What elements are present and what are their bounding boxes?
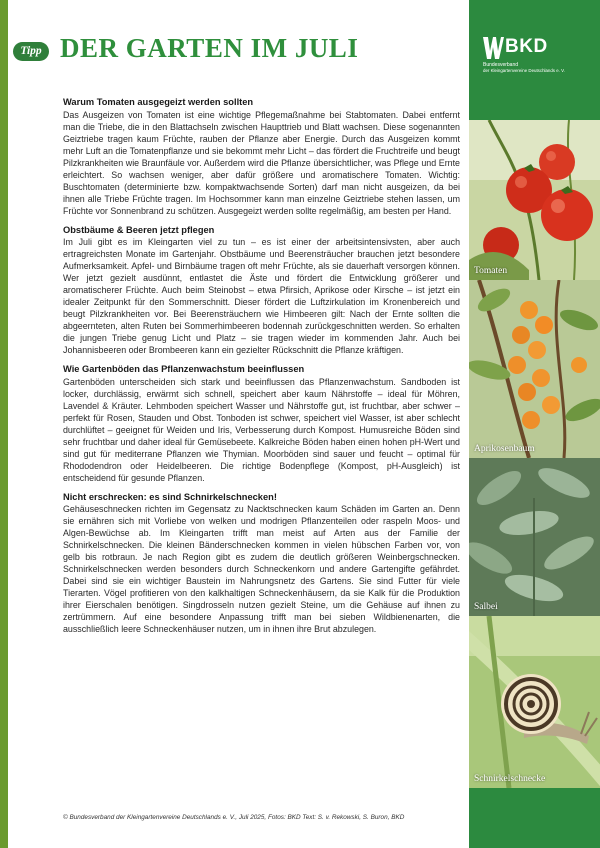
logo-subtitle: Bundesverband — [483, 62, 519, 68]
section-schnecken — [63, 492, 460, 636]
tomato-illustration — [469, 120, 600, 280]
photo-caption: Tomaten — [474, 266, 508, 276]
section-gartenboeden — [63, 364, 460, 484]
section-body: Das Ausgeizen von Tomaten ist eine wichtige Pflegemaßnahme bei Stabtomaten. Dabei entfernt man die Triebe, die in den Blattachseln zwischen Haupttrieb und Blatt wachsen. Diese sogenannten Geiztriebe tragen kaum Früchte, rauben der Pflanze aber Energie. Durch das Ausgeizen kommt mehr Luft an die Tomatenpflanze und sie bekommt mehr Licht – das fördert die Fruchtreife und beugt Pilzkrankheiten wie Braunfäule vor. Außerdem wird die Pflanze übersichtlicher, was Pflege und Ernte erleichtert. So wachsen weniger, aber dafür größere und aromatischere Tomaten. Wichtig: Buschtomaten (determinierte bzw. kompaktwachsende Sorten) darf man nicht ausgeizen, da bei ihnen alle Triebe Früchte tragen. Im Hochsommer kann man einzelne Geiztriebe stehen lassen, um Früchte vor Sonnenbrand zu schützen. Ausgegeizt werden sollte regelmäßig, am besten per Hand. — [63, 109, 460, 216]
photo-salbei — [469, 458, 600, 616]
photo-caption: Schnirkelschnecke — [474, 774, 546, 784]
photo-caption: Aprikosenbaum — [474, 444, 535, 454]
bkd-logo-icon — [481, 35, 505, 61]
sage-illustration — [469, 458, 600, 616]
photo-caption: Salbei — [474, 602, 498, 612]
page-title: DER GARTEN IM JULI — [60, 33, 359, 63]
section-body: Gartenböden unterscheiden sich stark und beeinflussen das Pflanzenwachstum. Sandboden ist locker, durchlässig, erwärmt sich schnell, speichert aber kaum Nährstoffe – ideal für Möhren, Lavendel & Kräuter. Lehmboden speichert Wasser und Nährstoffe gut, ist fruchtbar, aber schwer – perfekt für Rosen, Stauden und Obst. Tonboden ist schwer, speichert viel Wasser, ist aber schlecht durchlüftet – geeignet für Weiden und Iris, Verbesserung durch Kompost. Humusreiche Böden sind sehr fruchtbar und daher ideal für Gemüsebeete. Kalkreiche Böden haben einen hohen pH-Wert und sind gut für mediterrane Pflanzen wie Thymian. Moorböden sind sauer und feucht – optimal für Rhododendron oder Heidelbeeren. Die richtige Bodenpflege (Kompost, pH-Ausgleich) ist entscheidend für gesunde Pflanzen. — [63, 376, 460, 483]
section-heading: Obstbäume & Beeren jetzt pflegen — [63, 224, 215, 235]
bkd-logo — [469, 0, 600, 120]
apricot-illustration — [469, 280, 600, 458]
section-body: Gehäuseschnecken richten im Gegensatz zu Nacktschnecken kaum Schäden im Garten an. Denn sie ernähren sich mit Vorliebe von welken und modrigen Pflanzenteilen oder raspeln Moos- und Algen-Bewüchse ab. Im Kleingarten trifft man meist auf Arten aus der Familie der Schnirkelschnecken. Die kleinen Bänderschnecken kommen in vielen hübschen Farben vor, von gelb bis rotbraun. Je nach Region gibt es zudem die deutlich größeren Weinbergschnecken. Schnirkelschnecken werden besonders durch Schneckenkorn und andere Gartengifte gefährdet. Dabei sind sie ein wichtiger Baustein im Nahrungsnetz des Gartens. Sie sind Futter für viele Tierarten. Vögel profitieren von den kalkhaltigen Schneckenhäusern, da sie Kalk für die Produktion ihrer Eierschalen benötigen. Singdrosseln nutzen gezielt Steine, um die Gehäuse auf ihnen zu zertrümmern. Auf eine besondere Anpassung trifft man bei sieben Wildbienenarten, die ausschließlich leere Schneckenhäuser nutzen, um in ihnen ihre Brut abzulegen. — [63, 504, 460, 635]
left-accent-bar — [0, 0, 8, 848]
photo-sidebar — [469, 0, 600, 848]
sidebar-footer-block — [469, 788, 600, 848]
tipp-badge: Tipp — [13, 42, 49, 61]
snail-illustration — [469, 616, 600, 788]
section-obstbaeume — [63, 225, 460, 357]
footer-credits: © Bundesverband der Kleingartenvereine Deutschlands e. V., Juli 2025, Fotos: BKD Text: S. v. Rekowski, S. Buron, BKD — [63, 814, 405, 821]
logo-subtitle-2: der Kleingartenvereine Deutschlands e. V. — [483, 68, 565, 73]
photo-schnecke — [469, 616, 600, 788]
section-body: Im Juli gibt es im Kleingarten viel zu tun – es ist einer der arbeitsintensivsten, aber auch ertragreichsten Monate im Gartenjahr. Obstbäume und Beerensträucher brauchen jetzt besondere Aufmerksamkeit. Apfel- und Birnbäume tragen oft mehr Früchte, als sie dauerhaft versorgen können. Wer jetzt gezielt ausdünnt, entlastet die Äste und fördert die Entwicklung größerer und aromatischerer Früchte. Auch beim Steinobst – etwa Pfirsich, Aprikose oder Kirsche – ist jetzt ein idealer Zeitpunkt für den Sommerschnitt. Dieser fördert die Luftzirkulation im Kronenbereich und beugt Pilzkrankheiten vor. Bei Beerensträuchern wie Himbeeren gilt: Nach der Ernte sollten die abgeernteten, alten Ruten bei Sommerhimbeeren bodennah zurückgeschnitten werden. So erhalten die jungen Triebe genug Licht und Platz – sie tragen wieder im kommenden Jahr. Auch bei Johannisbeeren oder Brombeeren kann ein gezielter Rückschnitt die Pflanze kräftigen. — [63, 237, 460, 356]
photo-aprikosen — [469, 280, 600, 458]
article-content — [63, 97, 460, 643]
section-tomaten — [63, 97, 460, 217]
section-heading: Wie Gartenböden das Pflanzenwachstum beeinflussen — [63, 364, 305, 375]
section-heading: Warum Tomaten ausgegeizt werden sollten — [63, 97, 254, 107]
logo-wordmark: BKD — [505, 36, 548, 57]
photo-tomaten — [469, 120, 600, 280]
section-heading: Nicht erschrecken: es sind Schnirkelschnecken! — [63, 491, 277, 502]
